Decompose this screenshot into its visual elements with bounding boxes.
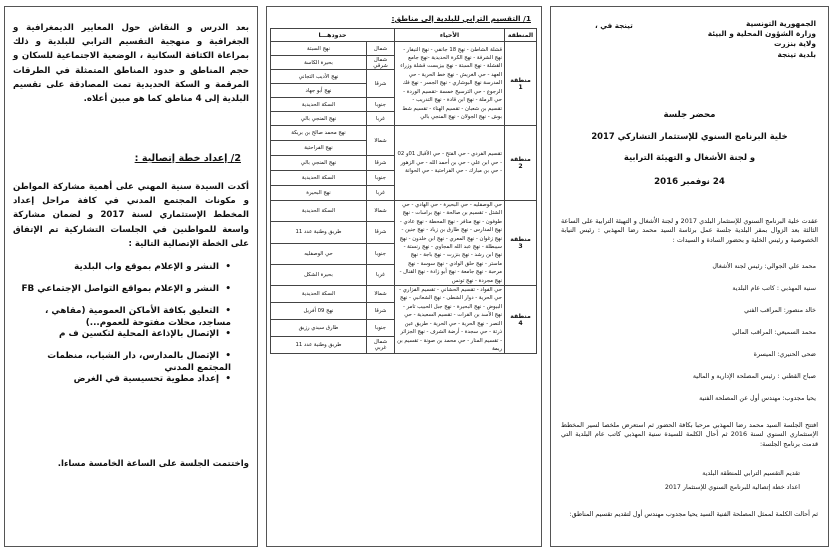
bound-direction: شمالا xyxy=(367,201,395,222)
bound-name: طريق وطنية عدد 11 xyxy=(270,337,366,354)
page-left xyxy=(4,6,258,547)
list-item xyxy=(15,283,231,295)
minutes-title: محضر جلسة xyxy=(663,110,716,120)
letterhead-line: بلدية تينجة xyxy=(777,49,816,59)
bound-direction: جنوبا xyxy=(367,243,395,264)
bound-name: نهج 09 أفريل xyxy=(270,303,366,320)
bound-direction: شمال غربي xyxy=(367,337,395,354)
bound-direction: شرقا xyxy=(367,222,395,243)
attendee: سنية المهذبي : كاتب عام البلدية xyxy=(732,285,816,292)
letterhead-line: وزارة الشؤون المحلية و البيئة xyxy=(707,29,816,39)
attendee: صباح القطني : رئيس المصلحة الإدارية و المالية xyxy=(692,373,816,380)
bound-direction: غربا xyxy=(367,264,395,285)
intro-paragraph: عقدت خلية البرنامج السنوي للإستثمار البلدي 2017 و لجنة الأشغال و التهيئة الترابية على الساعة الثالثة بعد الزوال بمقر البلدية جلسة عمل برئاسة السيد محمد رضا المهذبي : رئيس النيابة الخصوصية و رئيس الخلية و بحضور السادة و السيدات : xyxy=(561,217,818,244)
zones-table xyxy=(270,28,537,354)
attendee: محمد السميعي: المراقب المالي xyxy=(732,329,816,336)
bound-name: السكة الحديدية xyxy=(270,286,366,303)
bound-name: حي الوصفليه xyxy=(270,243,366,264)
table-row xyxy=(270,201,536,222)
bound-name: نهج البحيرة xyxy=(270,186,366,201)
bound-direction: غربا xyxy=(367,112,395,126)
bound-direction: شرقا xyxy=(367,303,395,320)
bound-name: طارق سيدي رزيق xyxy=(270,320,366,337)
bound-name: السكة الحديدية xyxy=(270,201,366,222)
header-bounds: حدودهـــا xyxy=(270,29,394,42)
bound-name: السكة الحديدية xyxy=(270,171,366,186)
place-date: تينجة في ، xyxy=(595,21,633,30)
letterhead xyxy=(708,19,816,60)
letterhead-line: الجمهورية التونسية xyxy=(746,19,816,28)
bound-name: نهج محمد صالح بن بريكة xyxy=(270,126,366,141)
bound-name: السكة الحديدية xyxy=(270,98,366,112)
list-item-text: النشر و الإعلام بمواقع التواصل الإجتماعي FB xyxy=(21,284,219,294)
list-item-text: الإتصال بالإذاعة المحلية لتكسين ف م xyxy=(58,329,219,339)
intro-paragraph: بعد الدرس و النقاش حول المعايير الديمغرافية و الجغرافية و منهجية التقسيم الترابي للبلدية و ذلك بمراعاة الكثافة السكانية ، الوضعية الاجتماعية للسكان و حجم المناطق و حدود المناطق المتمثلة في الطرقات المرقمة و السكة الحديدية تمت المصادقة على تقسيم البلدية إلى 4 مناطق كما هو مبين أعلاه. xyxy=(13,23,249,105)
bullet: • xyxy=(225,284,231,294)
zones-title: 1/ التقسيم الترابي للبلدية إلى مناطق: xyxy=(391,14,531,23)
letterhead-line: ولاية بنزرت xyxy=(774,39,816,49)
opening-paragraph: افتتح الجلسة السيد محمد رضا المهذبي مرحبا بكافة الحضور ثم استعرض ملخصا لسير المخطط الإستثماري السنوي لسنة 2016 ثم أحال الكلمة للسيدة سنية المهذبي كاتب عام البلدية التي قدمت برنامج الجلسة: xyxy=(561,421,818,448)
bullet: • xyxy=(225,329,231,339)
bound-name: نهج الأديب التجاني xyxy=(270,70,366,84)
zone-name: منطقة 3 xyxy=(505,201,537,286)
bound-name: نهج أبو جهاد xyxy=(270,84,366,98)
bullet: • xyxy=(225,374,231,384)
bullet: • xyxy=(225,351,231,361)
header-region: المنطقة xyxy=(505,29,537,42)
page-middle xyxy=(266,6,542,547)
final-paragraph: ثم أحالت الكلمة لممثل المصلحة الفنية السيد يحيا مجدوب مهندس أول لتقديم تقسيم المناطق: xyxy=(569,510,818,518)
bullet: • xyxy=(225,306,231,316)
list-item xyxy=(15,373,231,385)
bound-name: بحيرة الشكل xyxy=(270,264,366,285)
list-item xyxy=(15,350,231,374)
list-item-text: إعداد مطوية تحسيسية في الغرض xyxy=(73,374,219,384)
bound-name: نهج السبتة xyxy=(270,42,366,56)
table-row xyxy=(270,286,536,303)
list-item xyxy=(15,305,231,329)
list-item xyxy=(15,261,231,273)
attendee: خالد منصور: المراقب الفني xyxy=(744,307,816,314)
header-areas: الأحياء xyxy=(395,29,505,42)
subject-line-2: و لجنة الأشغال و التهيئة الترابية xyxy=(623,152,756,162)
attendee: ضحى الحنيري: الميسرة xyxy=(753,351,816,358)
closing-line: واختتمت الجلسة على الساعة الخامسة مساءا. xyxy=(57,459,249,469)
agenda-item: تقديم التقسيم الترابي للمنطقة البلدية xyxy=(702,470,800,477)
section-heading: 2/ إعداد خطة إتصالية : xyxy=(134,153,241,164)
zone-name: منطقة 2 xyxy=(505,126,537,201)
agenda-item: اعداد خطة إتصالية للبرنامج السنوي للإستثمار 2017 xyxy=(664,484,800,491)
list-item-text: الإتصال بالمدارس، دار الشباب، منظمات المجتمع المدني xyxy=(47,351,231,373)
zone-areas: تقسيم الفردي - حي الفتح - حي الأقبال 01و 02 - حي ابن علي - حي بن أحمد الله - حي الزهور - حي بن مبارك - حي الفراحتية - حي الحوانة xyxy=(395,126,505,201)
meeting-date: 24 نوفمبر 2016 xyxy=(654,177,725,187)
zone-areas: حي الوصفليه - حي البحيرة - حي الهادي - حي الشتل - تقسيم بن صالحة - نهج براسات - نهج طوفون - نهج منافر - نهج المحطة - نهج عادي - نهج المدارس - نهج طارق بن زياد - نهج جنين - نهج زغوان - نهج المعري - نهج ابن خلدون - نهج سيبطلة - نهج عبد الله المجاوي - نهج رنستة - نهج ابن رشد - نهج بنزرت - نهج باجة - نهج ماستر - نهج حلق الوادي - نهج سوسة - نهج مرحبة - نهج جامعة - نهج أبو زادة - نهج القنال - نهج مجردة - نهج تونس xyxy=(395,201,505,286)
table-header-row xyxy=(270,29,536,42)
plan-paragraph: أكدت السيدة سنية المهني على أهمية مشاركة المواطن و مكونات المجتمع المدني في كافة مراحل إعداد المخطط الإستثماري لسنة 2017 و لضمان مشاركة واسعة للمواطنين في الجلسات التشاركية تم الإتفاق على الخطة الإتصالية التالية : xyxy=(13,182,249,249)
bound-name: نهج المنجي بالي xyxy=(270,156,366,171)
table-row xyxy=(270,126,536,141)
bound-name: نهج الفراحتية xyxy=(270,141,366,156)
list-item xyxy=(15,328,231,340)
bound-name: نهج المنجي بالي xyxy=(270,112,366,126)
bound-direction: شمالا xyxy=(367,286,395,303)
list-item-text: النشر و الإعلام بموقع واب البلدية xyxy=(74,262,219,272)
bound-direction: جنوبا xyxy=(367,320,395,337)
zone-areas: قشلة الشاطئ - نهج 18 جانفي - نهج النيفار - نهج الشرفة - نهج الكرة الحديدية -نهج جامع القشلة - نهج السبتة - نهج بيزيست قشلة وزراء العهد - حي الغريش - نهج خط الحرية - حي المدرسة نهج البوشاري - نهج الجسر - نهج فك الرجوع - حي الترسيخ خمسة -تقسيم الوردة - حي الرملة - نهج ابن قادة - نهج التدريب - تقسيم بن شعبان - تقسيم الهناء - تقسيم شط بوش - نهج الجولان - نهج المنجي بالي xyxy=(395,42,505,126)
bound-direction: شمال xyxy=(367,42,395,56)
bound-direction: غربا xyxy=(367,186,395,201)
zone-areas: حي الفواد - تقسيم الحشاني - تقسيم الفزاري - حي الحرية - دوار الشطى - نهج الشعانبي - نهج البيوض - نهج البحيرة - نهج جبل الحبيب تامر - نهج الأسد بن الفرات - تقسيم السعيدية - حي النصر - نهج الحرية - حي الحرية - طريق عين ذرتة - حي سجدة - أرضة الشرف - نهج الجزائر - تقسيم المنار - حي محمد بن صونة - تقسيم بن ريمة xyxy=(395,286,505,354)
bound-direction: شرقا xyxy=(367,156,395,171)
bound-direction: جنوبا xyxy=(367,98,395,112)
bound-direction: شرقا xyxy=(367,70,395,98)
attendee: يحيا مجدوب: مهندس أول عن المصلحة الفنية xyxy=(699,395,816,402)
table-row xyxy=(270,42,536,56)
zone-name: منطقة 1 xyxy=(505,42,537,126)
list-item-text: التعليق بكافة الأماكن العمومية (مقاهي ، مساجد، محلات مفتوحة للعموم...) xyxy=(45,306,231,328)
bound-name: بحيرة الكاسة xyxy=(270,56,366,70)
attendee: محمد علي الجوالي: رئيس لجنة الأشغال xyxy=(712,263,816,270)
subject-line-1: خلية البرنامج السنوي للإستثمار التشاركي 2017 xyxy=(591,131,788,141)
bound-direction: شمال شرقي xyxy=(367,56,395,70)
bound-name: طريق وطنية عدد 11 xyxy=(270,222,366,243)
zone-name: منطقة 4 xyxy=(505,286,537,354)
bound-direction: جنوبا xyxy=(367,171,395,186)
bound-direction: شمالا xyxy=(367,126,395,156)
page-right xyxy=(550,6,829,547)
bullet: • xyxy=(225,262,231,272)
